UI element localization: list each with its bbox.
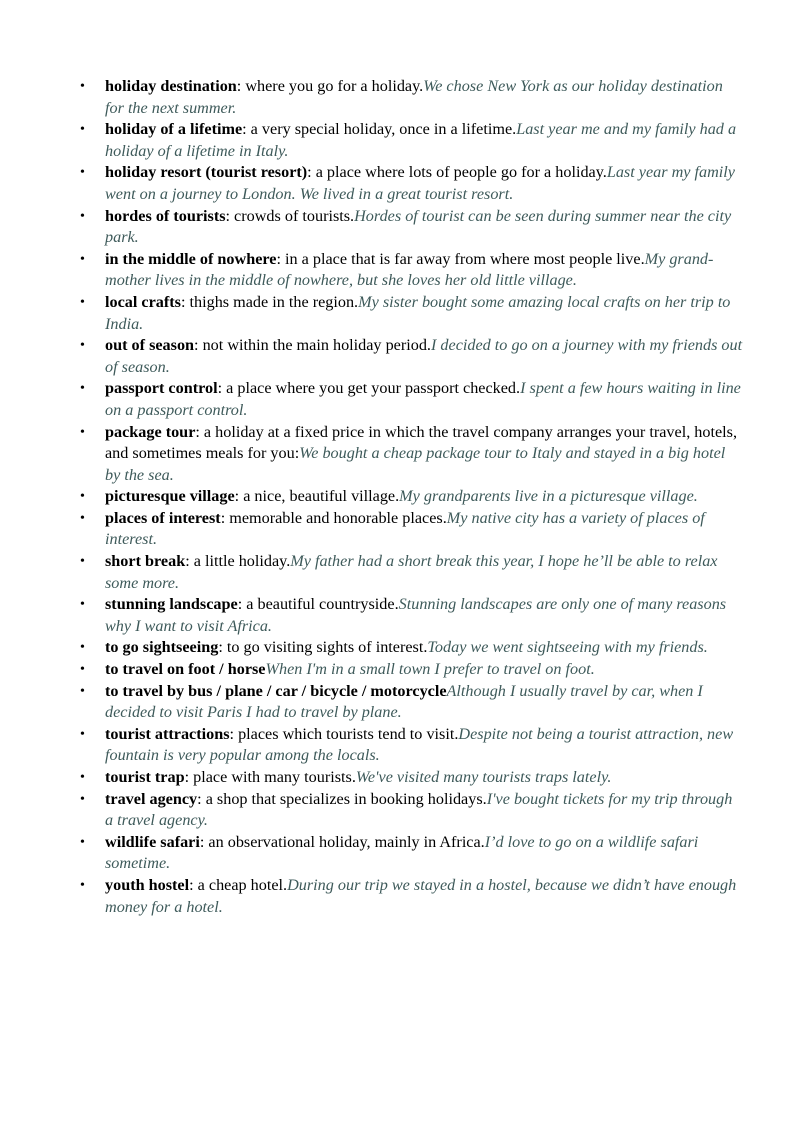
bullet-icon: • xyxy=(80,122,85,138)
bullet-icon: • xyxy=(80,770,85,785)
vocab-definition: : a place where you get your passport checked. xyxy=(217,379,521,398)
vocab-example: My sister bought some amazing local crafts on her trip to India. xyxy=(105,292,731,333)
bullet-icon: • xyxy=(80,208,85,224)
bullet-icon: • xyxy=(80,489,85,505)
vocab-term: holiday destination xyxy=(105,77,237,95)
vocab-definition: : memorable and honorable places. xyxy=(220,508,447,527)
list-item xyxy=(0,162,800,205)
list-item xyxy=(0,832,800,875)
bullet-icon: • xyxy=(80,381,85,397)
list-item xyxy=(0,551,800,594)
vocab-example: Despite not being a tourist attraction, new fountain is very popular among the locals. xyxy=(105,724,734,765)
vocab-example: During our trip we stayed in a hostel, because we didn’t have enough money for a hotel. xyxy=(105,875,737,916)
vocab-term: in the middle of nowhere xyxy=(105,249,277,268)
vocab-definition: : thighs made in the region. xyxy=(180,292,359,311)
vocab-term: local crafts xyxy=(105,292,181,311)
list-item xyxy=(0,724,800,767)
vocab-definition: : places which tourists tend to visit. xyxy=(229,724,459,743)
list-item xyxy=(0,486,800,508)
vocab-term: hordes of tourists xyxy=(105,206,226,225)
vocab-example: I’d love to go on a wildlife safari sometime. xyxy=(105,832,699,873)
vocab-definition: : a cheap hotel. xyxy=(189,875,288,894)
vocab-term: tourist trap xyxy=(105,768,185,786)
vocab-definition: : a beautiful countryside. xyxy=(237,595,399,614)
bullet-icon: • xyxy=(80,683,85,699)
list-item xyxy=(0,292,800,335)
list-item xyxy=(0,594,800,637)
vocab-example: Today we went sightseeing with my friends. xyxy=(427,638,708,657)
vocab-example: My grand-mother lives in the middle of nowhere, but she loves her old little village. xyxy=(105,249,714,290)
list-item xyxy=(0,767,800,789)
vocab-example: Last year my family went on a journey to London. We lived in a great tourist resort. xyxy=(105,163,735,203)
vocab-definition: : crowds of tourists. xyxy=(225,206,355,225)
list-item xyxy=(0,659,800,681)
bullet-icon: • xyxy=(80,424,85,440)
vocabulary-list xyxy=(0,76,800,918)
bullet-icon: • xyxy=(80,294,85,310)
bullet-icon: • xyxy=(80,640,85,656)
vocab-definition: : to go visiting sights of interest. xyxy=(218,638,428,657)
vocab-example: My native city has a variety of places of interest. xyxy=(105,508,705,549)
vocab-term: travel agency xyxy=(105,789,198,808)
list-item xyxy=(0,508,800,551)
vocab-definition: : a shop that specializes in booking holidays. xyxy=(197,789,487,808)
vocab-term: tourist attractions xyxy=(105,724,230,743)
bullet-icon: • xyxy=(80,510,85,526)
list-item xyxy=(0,789,800,832)
list-item xyxy=(0,249,800,292)
list-item xyxy=(0,76,800,119)
vocab-term: package tour xyxy=(105,422,196,441)
vocab-term: holiday of a lifetime xyxy=(105,120,243,139)
vocab-example: Stunning landscapes are only one of many reasons why I want to visit Africa. xyxy=(105,595,727,635)
vocab-term: holiday resort (tourist resort) xyxy=(105,163,308,182)
vocab-term: out of season xyxy=(105,336,195,355)
vocab-example: I decided to go on a journey with my friends out of season. xyxy=(105,336,743,376)
vocab-term: picturesque village xyxy=(105,487,235,506)
vocab-term: stunning landscape xyxy=(105,595,238,614)
bullet-icon: • xyxy=(80,726,85,742)
vocab-term: to travel by bus / plane / car / bicycle / motorcycle xyxy=(105,681,447,700)
list-item xyxy=(0,119,800,162)
bullet-icon: • xyxy=(80,554,85,570)
vocab-example: Hordes of tourist can be seen during summer near the city park. xyxy=(105,206,732,247)
vocab-term: short break xyxy=(105,552,186,571)
bullet-icon: • xyxy=(80,834,85,850)
vocab-definition: : where you go for a holiday. xyxy=(236,77,424,95)
vocab-definition: : a little holiday. xyxy=(185,552,291,571)
vocab-definition: : an observational holiday, mainly in Africa. xyxy=(199,832,485,851)
list-item xyxy=(0,637,800,659)
vocab-definition: : a place where lots of people go for a holiday. xyxy=(307,163,607,182)
vocab-example: My grandparents live in a picturesque village. xyxy=(399,487,698,506)
vocab-example: We chose New York as our holiday destination for the next summer. xyxy=(105,77,723,117)
bullet-icon: • xyxy=(80,165,85,181)
vocab-example: I've bought tickets for my trip through a travel agency. xyxy=(105,789,733,830)
vocab-term: to travel on foot / horse xyxy=(105,660,266,679)
list-item xyxy=(0,422,800,487)
vocab-example: We've visited many tourists traps lately. xyxy=(355,768,612,786)
bullet-icon: • xyxy=(80,338,85,354)
bullet-icon: • xyxy=(80,79,85,94)
vocab-term: youth hostel xyxy=(105,875,190,894)
vocab-example: Last year me and my family had a holiday of a lifetime in Italy. xyxy=(105,120,737,160)
list-item xyxy=(0,875,800,918)
vocab-example: We bought a cheap package tour to Italy and stayed in a big hotel by the sea. xyxy=(105,444,726,484)
vocab-example: I spent a few hours waiting in line on a passport control. xyxy=(105,379,741,419)
vocab-definition: : not within the main holiday period. xyxy=(194,336,431,355)
list-item xyxy=(0,681,800,724)
vocab-definition: : a nice, beautiful village. xyxy=(234,487,400,506)
bullet-icon: • xyxy=(80,877,85,893)
vocab-definition: : a very special holiday, once in a lifetime. xyxy=(242,120,517,139)
vocab-definition: : place with many tourists. xyxy=(184,768,356,786)
bullet-icon: • xyxy=(80,251,85,267)
bullet-icon: • xyxy=(80,662,85,678)
vocab-example: When I'm in a small town I prefer to travel on foot. xyxy=(265,660,595,679)
list-item xyxy=(0,335,800,378)
vocab-definition: : a holiday at a fixed price in which the travel company arranges your travel, hotels, and sometimes meals for you: xyxy=(105,422,738,463)
vocab-example: My father had a short break this year, I hope he’ll be able to relax some more. xyxy=(105,552,718,592)
vocab-term: places of interest xyxy=(105,508,221,527)
list-item xyxy=(0,378,800,421)
list-item xyxy=(0,206,800,249)
bullet-icon: • xyxy=(80,791,85,807)
bullet-icon: • xyxy=(80,597,85,613)
vocab-term: to go sightseeing xyxy=(105,638,219,657)
vocab-example: Although I usually travel by car, when I decided to visit Paris I had to travel by plane. xyxy=(105,681,703,722)
vocab-term: wildlife safari xyxy=(105,832,200,851)
vocab-definition: : in a place that is far away from where most people live. xyxy=(276,249,645,268)
vocab-term: passport control xyxy=(105,379,218,398)
